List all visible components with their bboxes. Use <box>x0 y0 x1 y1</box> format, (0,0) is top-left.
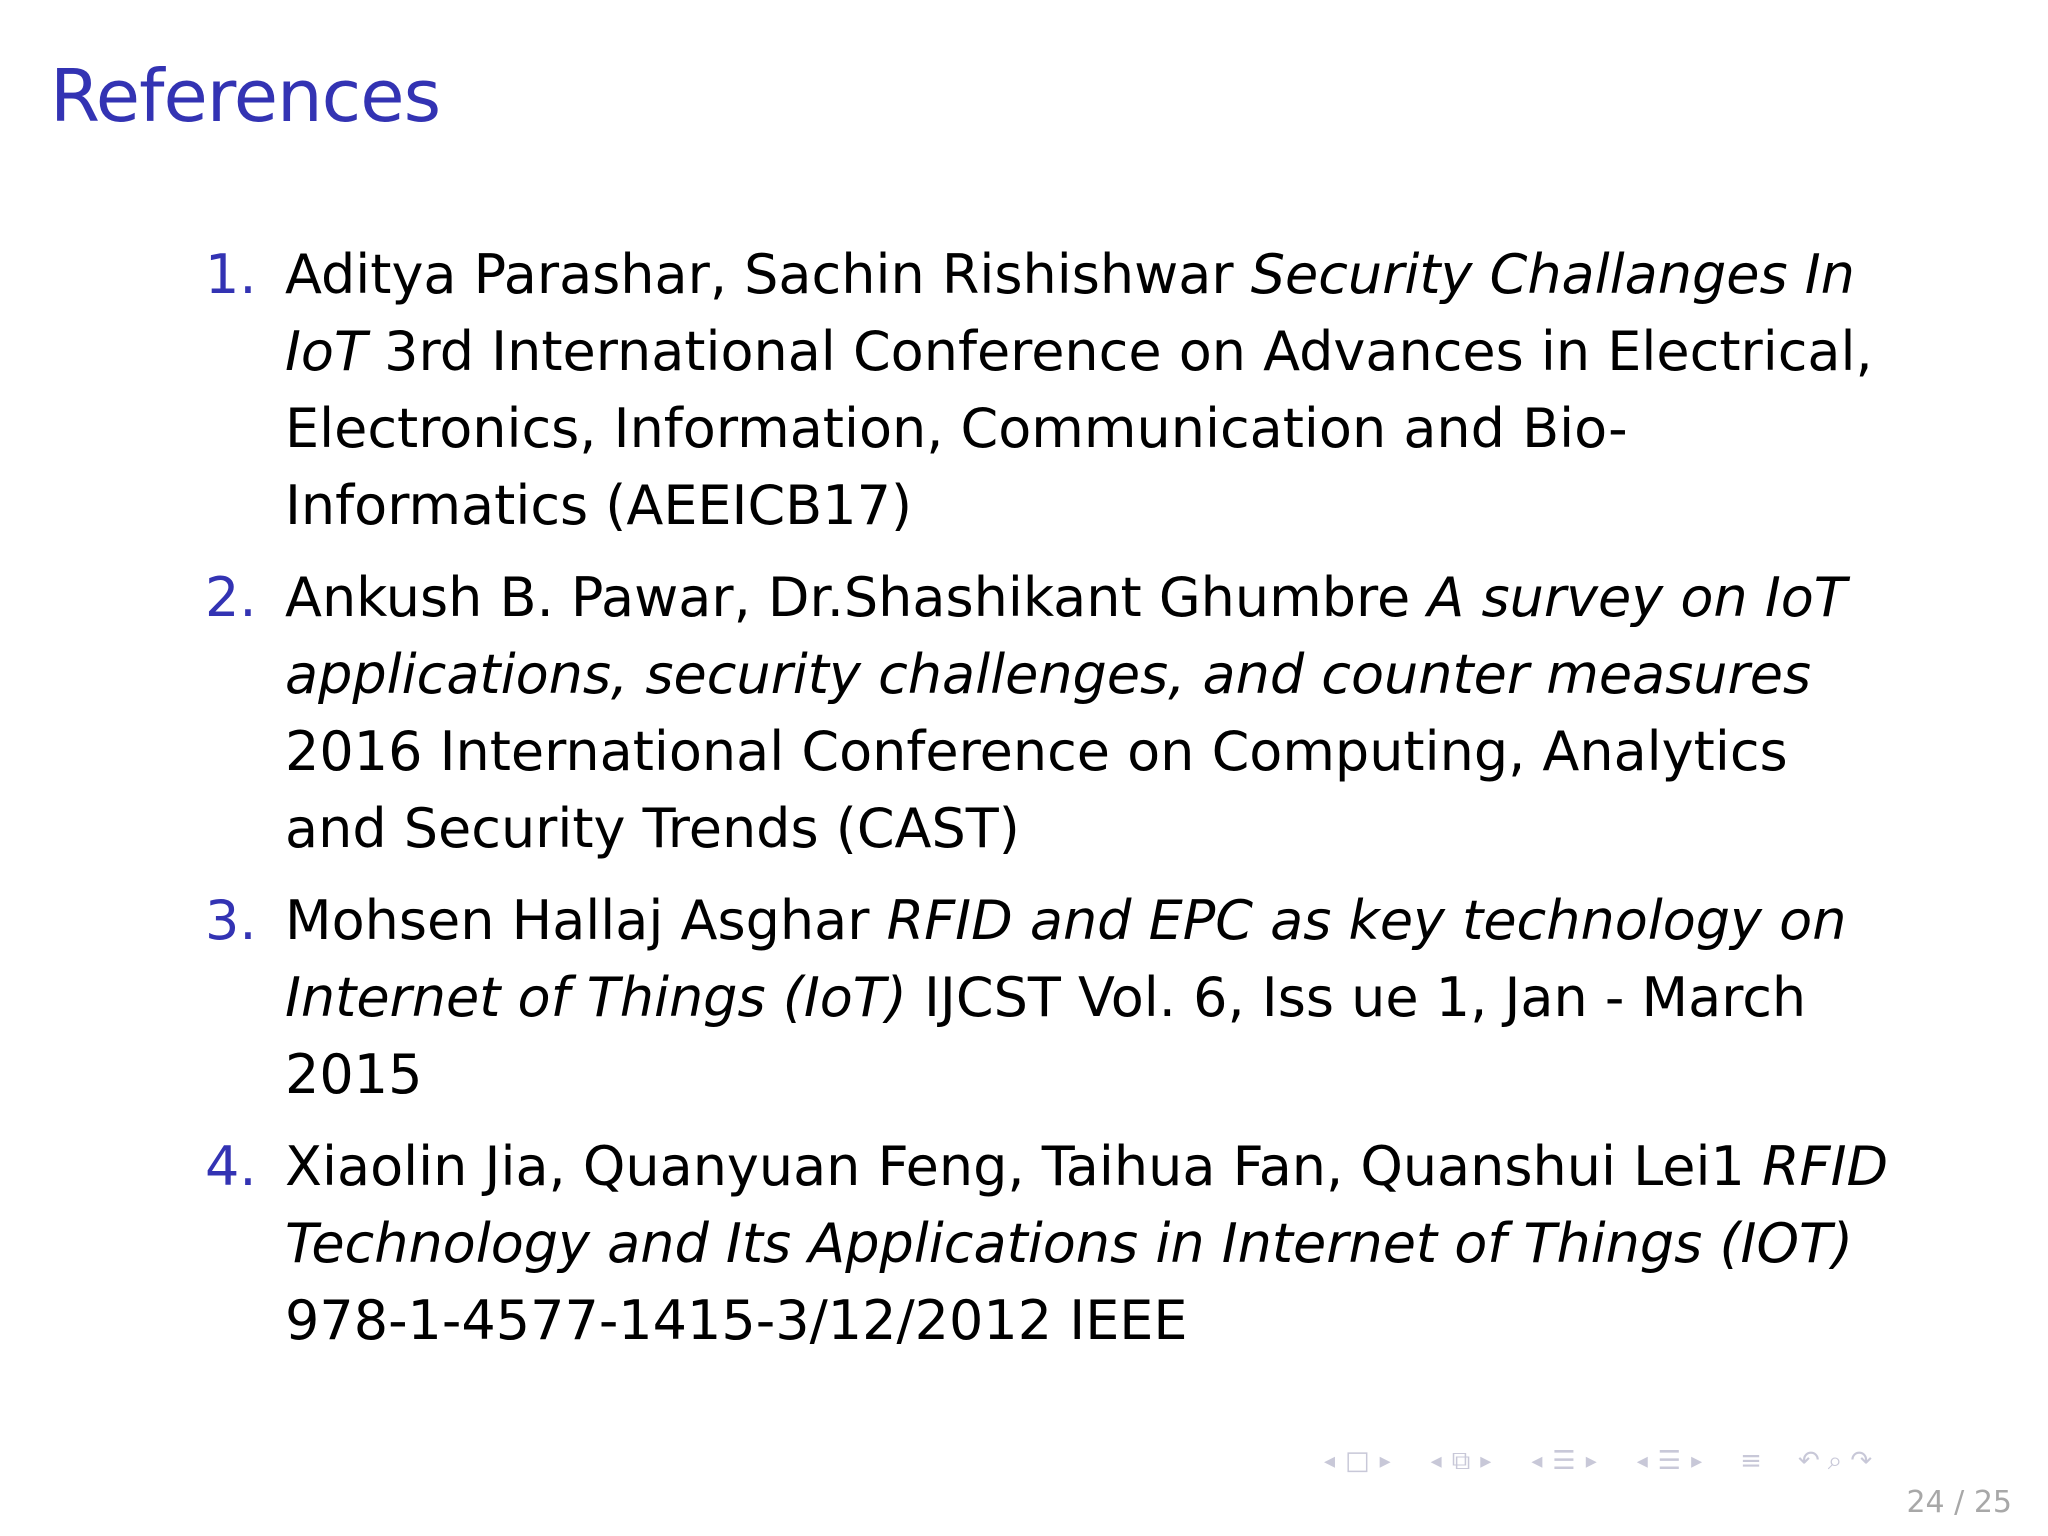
beamer-navigation-bar <box>1318 1443 1876 1479</box>
reference-title: A survey on IoT applications, security challenges, and counter measures <box>285 566 1847 706</box>
reference-number: 3. <box>205 889 257 952</box>
align-icon[interactable]: ≡ <box>1740 1446 1762 1476</box>
reference-title: Security Challanges In IoT <box>285 243 1855 383</box>
reference-venue: IJCST Vol. 6, Iss ue 1, Jan - March 2015 <box>285 966 1807 1106</box>
nav-next-arrow-icon[interactable]: ▸ <box>1480 1448 1492 1474</box>
search-icon[interactable]: ⌕ <box>1827 1445 1843 1476</box>
section-icon[interactable]: ☰ <box>1552 1446 1576 1476</box>
reference-list <box>205 236 1905 1374</box>
page-number: 24 / 25 <box>1906 1485 2012 1520</box>
nav-prev-arrow-icon[interactable]: ◂ <box>1531 1448 1543 1474</box>
align-nav-group <box>1736 1446 1766 1476</box>
nav-prev-arrow-icon[interactable]: ◂ <box>1430 1448 1442 1474</box>
reference-item <box>205 1128 1905 1359</box>
reference-number: 2. <box>205 566 257 629</box>
nav-next-arrow-icon[interactable]: ▸ <box>1691 1448 1703 1474</box>
nav-next-arrow-icon[interactable]: ▸ <box>1379 1448 1391 1474</box>
back-forward-icon[interactable]: ↷ <box>1850 1446 1873 1476</box>
nav-prev-arrow-icon[interactable]: ◂ <box>1636 1448 1648 1474</box>
reference-venue: 978-1-4577-1415-3/12/2012 IEEE <box>285 1289 1188 1352</box>
subsection-nav-group-2 <box>1631 1446 1708 1476</box>
subsection-nav-group <box>1425 1446 1498 1477</box>
subsection-icon[interactable]: ⧉ <box>1451 1445 1471 1476</box>
reference-authors: Mohsen Hallaj Asghar <box>285 889 887 952</box>
reference-number: 4. <box>205 1135 257 1198</box>
reference-authors: Ankush B. Pawar, Dr.Shashikant Ghumbre <box>285 566 1428 629</box>
reference-title: RFID and EPC as key technology on Internet of Things (IoT) <box>285 889 1847 1029</box>
search-nav-group <box>1794 1446 1876 1477</box>
back-forward-icon[interactable]: ↶ <box>1797 1446 1820 1476</box>
reference-authors: Xiaolin Jia, Quanyuan Feng, Taihua Fan, Quanshui Lei1 <box>285 1135 1763 1198</box>
reference-venue: 2016 International Conference on Computing, Analytics and Security Trends (CAST) <box>285 720 1788 860</box>
reference-title: RFID Technology and Its Applications in Internet of Things (IOT) <box>285 1135 1889 1275</box>
reference-number: 1. <box>205 243 257 306</box>
nav-next-arrow-icon[interactable]: ▸ <box>1585 1448 1597 1474</box>
section-icon[interactable]: ☰ <box>1657 1446 1682 1476</box>
reference-authors: Aditya Parashar, Sachin Rishishwar <box>285 243 1251 306</box>
frame-icon[interactable]: □ <box>1345 1446 1370 1476</box>
reference-item <box>205 882 1905 1113</box>
reference-venue: 3rd International Conference on Advances in Electrical, Electronics, Information, Communication and Bio-Informatics (AEEICB17) <box>285 320 1873 537</box>
nav-prev-arrow-icon[interactable]: ◂ <box>1324 1448 1336 1474</box>
reference-item <box>205 236 1905 544</box>
page-title: References <box>50 54 441 138</box>
reference-item <box>205 559 1905 867</box>
section-nav-group <box>1525 1446 1602 1476</box>
frame-nav-group <box>1318 1446 1397 1476</box>
